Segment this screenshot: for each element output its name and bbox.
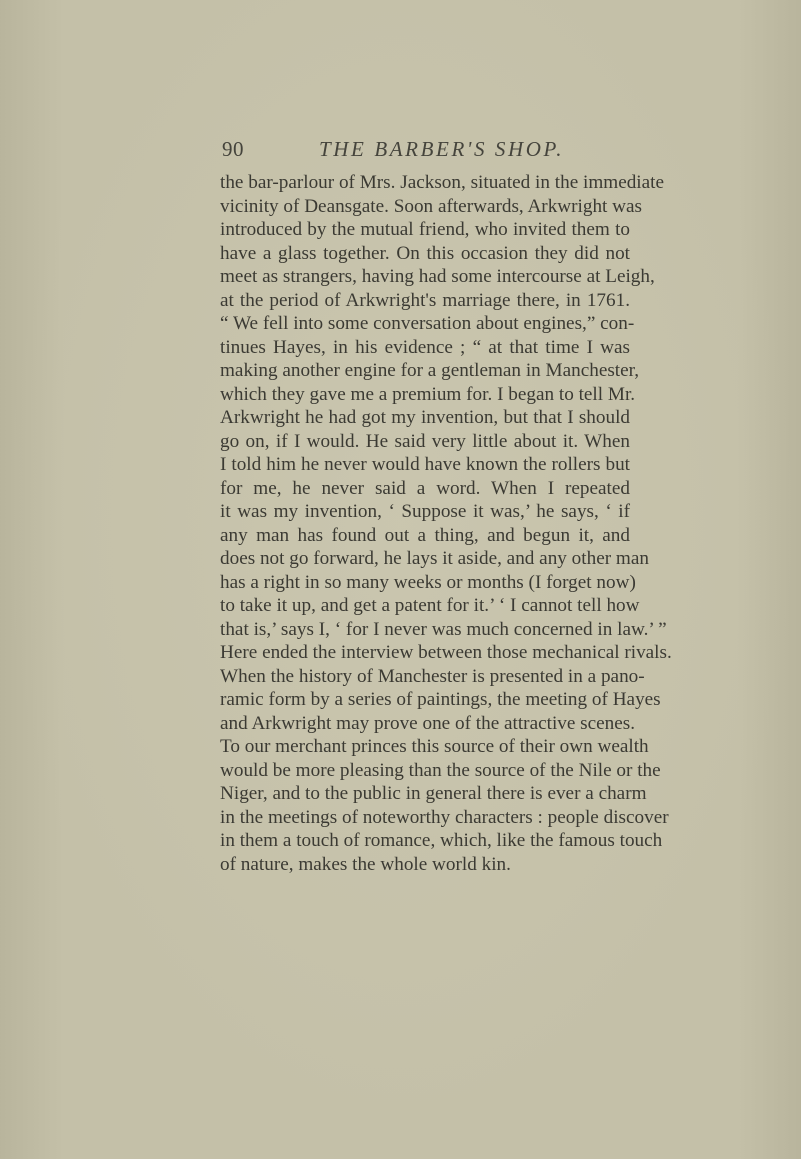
- text-line: at the period of Arkwright's marriage there, in 1761.: [220, 289, 630, 311]
- text-line: To our merchant princes this source of their own wealth: [220, 736, 649, 757]
- text-line: has a right in so many weeks or months (I forget now): [220, 571, 636, 593]
- body-text: [220, 171, 672, 876]
- text-line: in them a touch of romance, which, like the famous touch: [220, 830, 663, 851]
- text-line: to take it up, and get a patent for it.’ ‘ I cannot tell how: [220, 595, 640, 616]
- running-head: [0, 137, 801, 167]
- text-line: have a glass together. On this occasion they did not: [220, 242, 630, 264]
- text-line: Niger, and to the public in general there is ever a charm: [220, 783, 647, 804]
- text-line: I told him he never would have known the rollers but: [220, 454, 630, 475]
- text-line: “ We fell into some conversation about engines,” con-: [220, 313, 635, 334]
- text-line: for me, he never said a word. When I repeated: [220, 477, 630, 499]
- text-line: Here ended the interview between those mechanical rivals.: [220, 642, 672, 663]
- text-line: would be more pleasing than the source of the Nile or the: [220, 759, 661, 781]
- text-line: vicinity of Deansgate. Soon afterwards, Arkwright was: [220, 195, 643, 217]
- text-line: which they gave me a premium for. I began to tell Mr.: [220, 383, 636, 405]
- text-line: any man has found out a thing, and begun it, and: [220, 524, 630, 546]
- text-line: making another engine for a gentleman in Manchester,: [220, 360, 640, 381]
- text-line: meet as strangers, having had some intercourse at Leigh,: [220, 266, 655, 287]
- text-line: introduced by the mutual friend, who invited them to: [220, 219, 630, 240]
- text-line: does not go forward, he lays it aside, and any other man: [220, 548, 649, 569]
- text-line: the bar-parlour of Mrs. Jackson, situated in the immediate: [220, 172, 665, 193]
- text-line: Arkwright he had got my invention, but that I should: [220, 407, 630, 428]
- running-title: THE BARBER'S SHOP.: [319, 137, 565, 161]
- text-line: tinues Hayes, in his evidence ; “ at that time I was: [220, 336, 630, 358]
- text-line: go on, if I would. He said very little about it. When: [220, 430, 630, 452]
- text-line: When the history of Manchester is presented in a pano-: [220, 665, 645, 687]
- text-line: and Arkwright may prove one of the attractive scenes.: [220, 712, 636, 734]
- text-line: in the meetings of noteworthy characters : people discover: [220, 806, 669, 828]
- page-number: 90: [222, 137, 244, 161]
- text-line: it was my invention, ‘ Suppose it was,’ he says, ‘ if: [220, 501, 630, 522]
- text-line: that is,’ says I, ‘ for I never was much concerned in law.’ ”: [220, 618, 667, 640]
- text-line: of nature, makes the whole world kin.: [220, 853, 511, 875]
- text-line: ramic form by a series of paintings, the meeting of Hayes: [220, 689, 661, 710]
